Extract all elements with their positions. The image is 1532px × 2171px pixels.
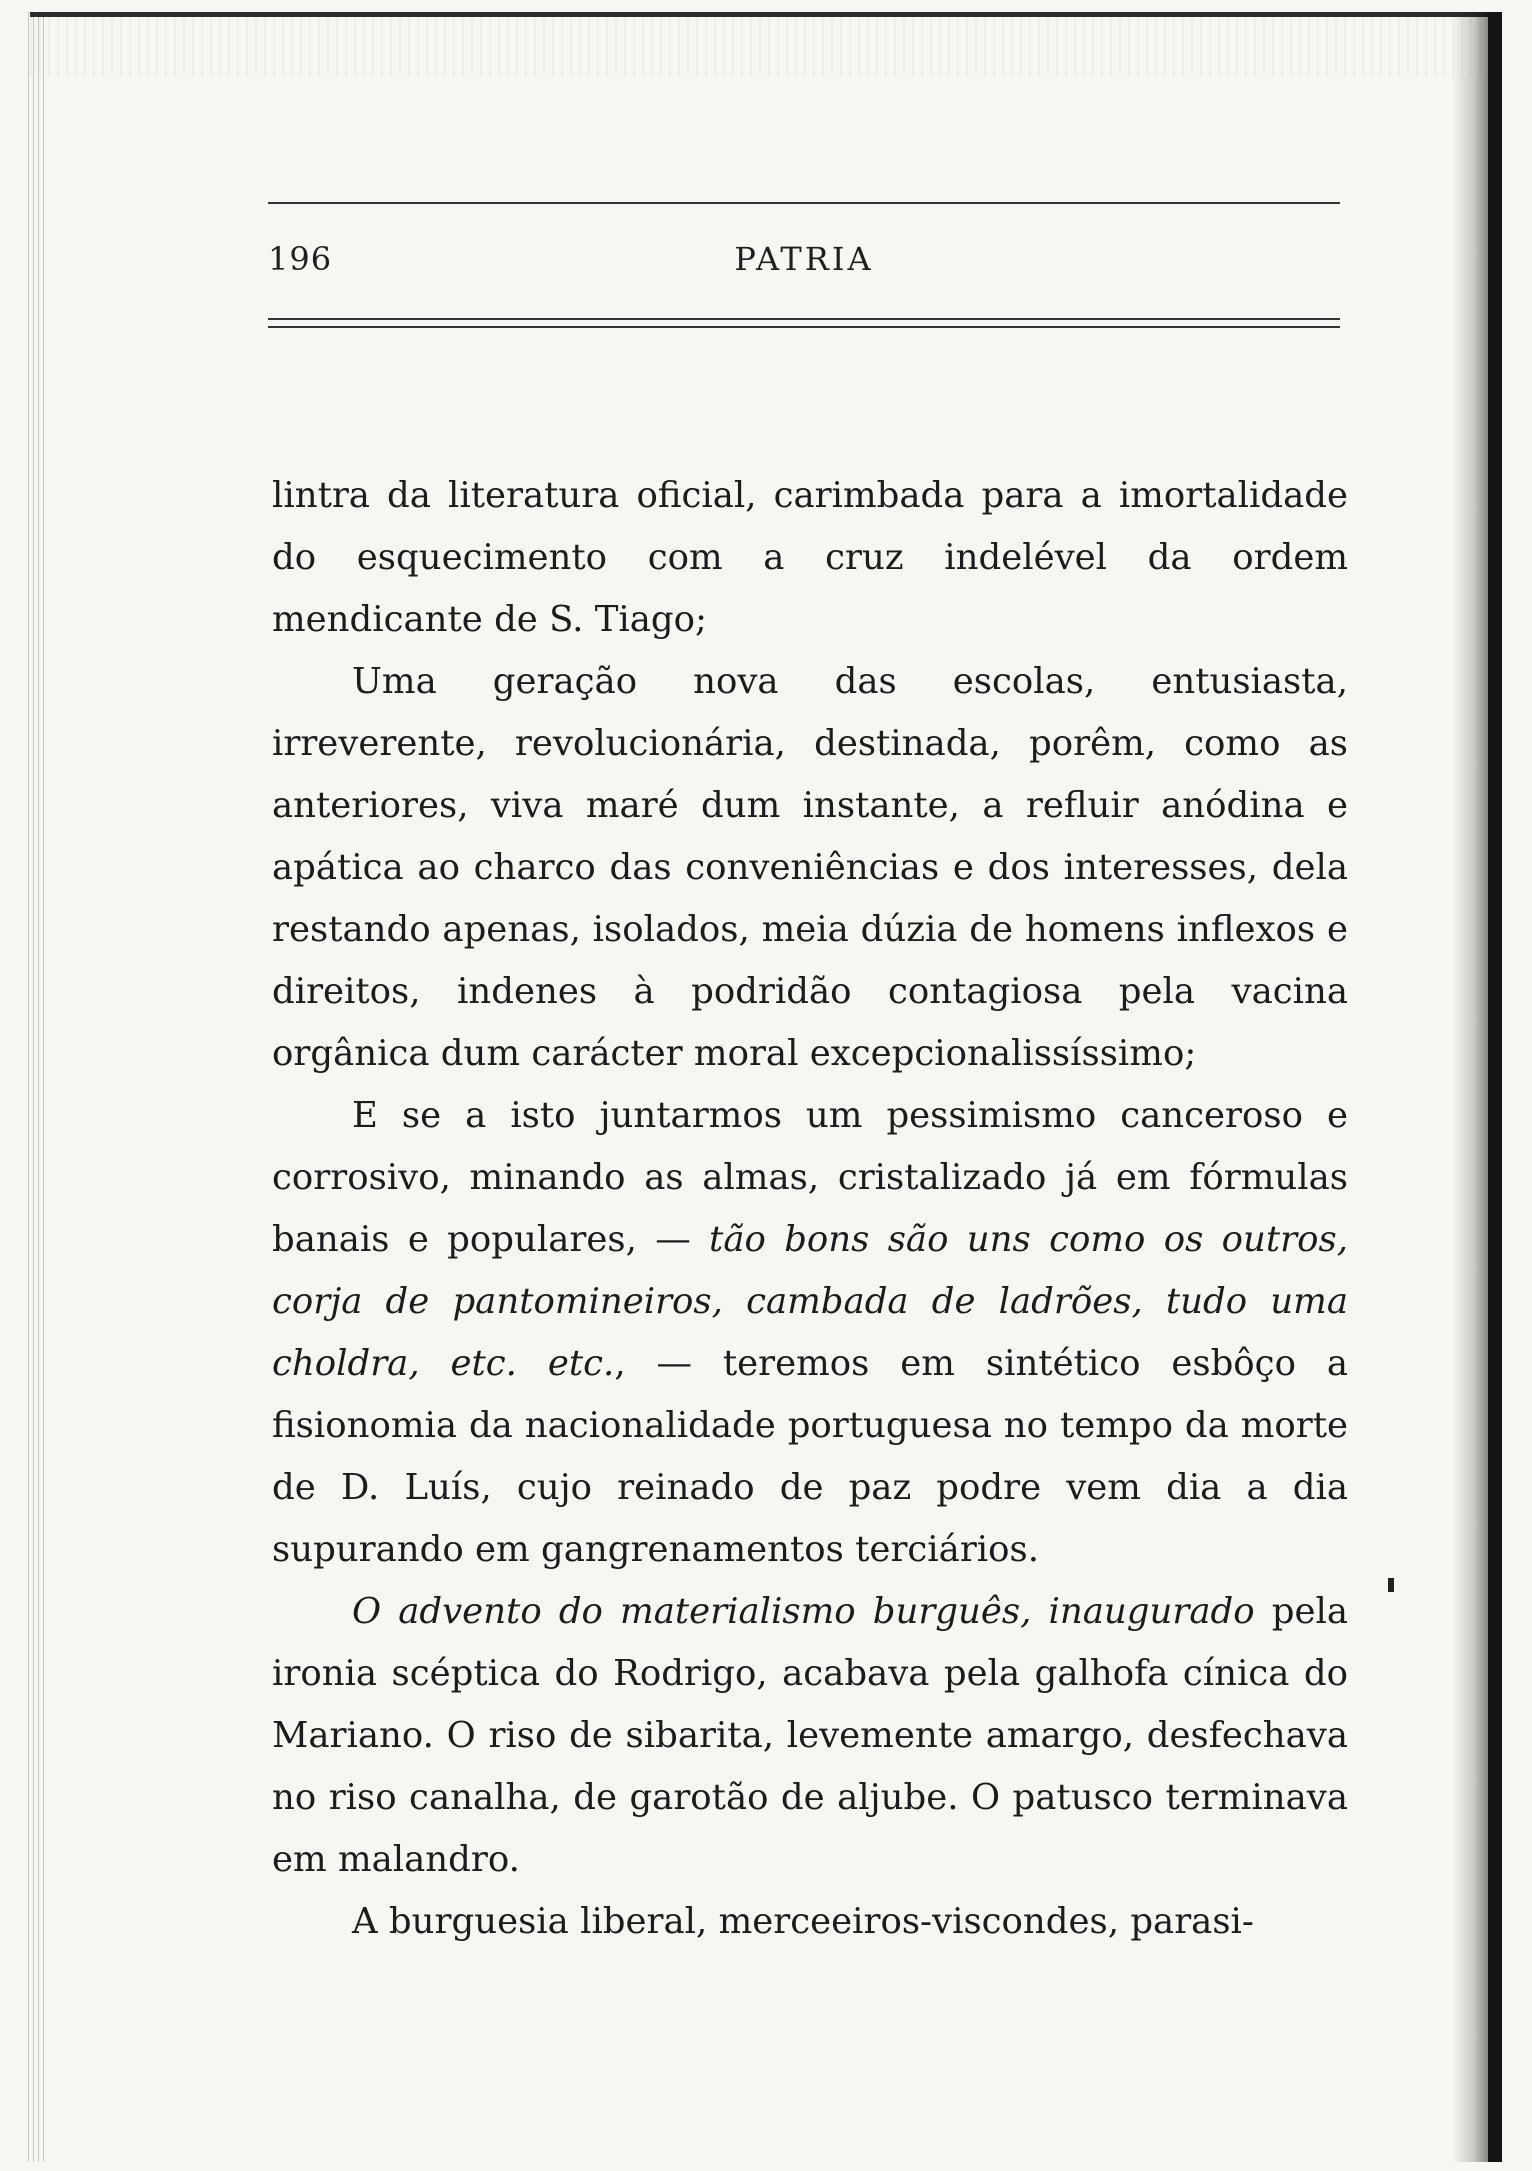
paragraph-3-end: , — teremos em sintético esbôço a fisionomia da nacionalidade portuguesa no tempo da morte de D. Luís, cujo reinado de paz podre vem dia a dia supurando em gangrenamentos terciários.: [272, 1343, 1349, 1570]
paragraph-3: [272, 1085, 1348, 1581]
page-number: 196: [268, 240, 333, 278]
running-head: [268, 240, 1340, 286]
running-title: PATRIA: [734, 240, 874, 278]
paragraph-4-rest: pela ironia scéptica do Rodrigo, acabava pela galhofa cínica do Mariano. O riso de sibarita, levemente amargo, desfechava no riso canalha, de garotão de aljube. O patusco terminava em malandro.: [272, 1591, 1348, 1880]
ink-speck: [1388, 1578, 1394, 1592]
binding-edge: [1488, 12, 1502, 2162]
paragraph-3-quote: tão bons são uns como os outros, corja de pantomineiros, cambada de ladrões, tudo uma choldra, etc. etc.: [272, 1219, 1348, 1384]
paragraph-1: lintra da literatura oficial, carimbada para a imortalidade do esquecimento com a cruz indelével da ordem mendicante de S. Tiago;: [272, 475, 1348, 640]
binding-shadow: [1452, 12, 1488, 2162]
header-rule-double: [268, 318, 1340, 328]
scan-left-edge: [28, 12, 46, 2162]
body-text: [272, 465, 1348, 1953]
paragraph-2: Uma geração nova das escolas, entusiasta, irreverente, revolucionária, destinada, porêm, como as anteriores, viva maré dum instante, a refluir anódina e apática ao charco das conveniências e dos interesses, dela restando apenas, isolados, meia dúzia de homens inflexos e direitos, indenes à podridão contagiosa pela vacina orgânica dum carácter moral excepcionalissíssimo;: [272, 661, 1348, 1074]
scan-noise: [30, 17, 1490, 77]
paragraph-4-italic: O advento do materialismo burguês, inaugurado: [352, 1591, 1255, 1632]
paragraph-5: A burguesia liberal, merceeiros-viscondes, parasi-: [352, 1901, 1254, 1942]
header-rule-top: [268, 202, 1340, 204]
paragraph-3-start: E se a isto juntarmos um pessimismo canceroso e corrosivo, minando as almas, cristalizado já em fórmulas banais e populares, —: [272, 1095, 1348, 1260]
paragraph-4: [272, 1581, 1348, 1891]
